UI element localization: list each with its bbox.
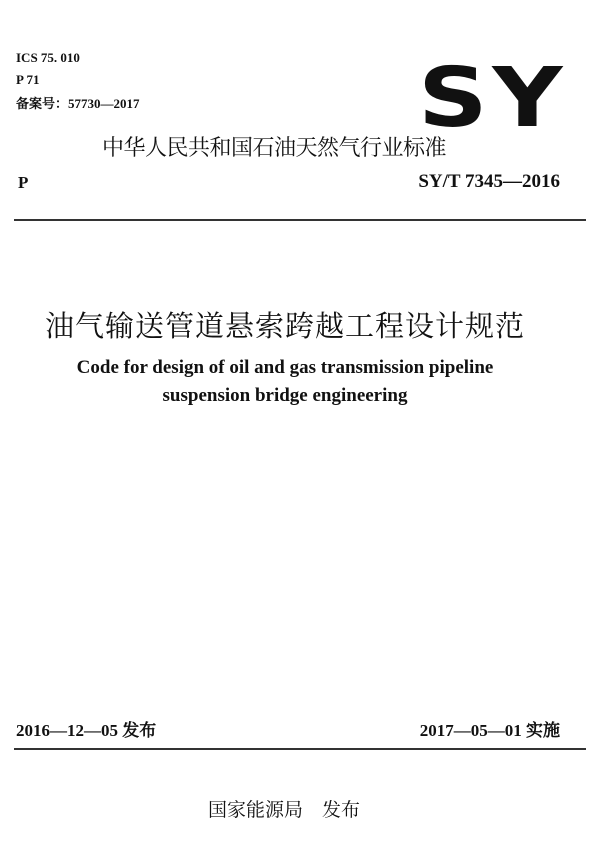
- title-english-line-1: Code for design of oil and gas transmission pipeline: [76, 357, 494, 378]
- title-chinese: 油气输送管道悬索跨越工程设计规范: [44, 309, 525, 343]
- implementation-date: 2017—05—01 实施: [419, 721, 560, 740]
- sy-logo: SY: [418, 51, 568, 146]
- issuing-organization: 中华人民共和国石油天然气行业标准: [102, 136, 447, 161]
- issue-date: 2016—12—05 发布: [16, 721, 157, 740]
- standard-number: SY/T 7345—2016: [418, 171, 560, 192]
- registration-number: 备案号：57730—2017: [16, 96, 140, 111]
- classification-code: P 71: [16, 72, 40, 87]
- ics-code: ICS 75. 010: [16, 50, 80, 65]
- title-english-line-2: suspension bridge engineering: [162, 385, 408, 406]
- top-divider: [14, 219, 586, 221]
- bottom-divider: [14, 748, 586, 750]
- class-letter: P: [18, 173, 29, 192]
- publisher: 国家能源局 发布: [207, 799, 360, 821]
